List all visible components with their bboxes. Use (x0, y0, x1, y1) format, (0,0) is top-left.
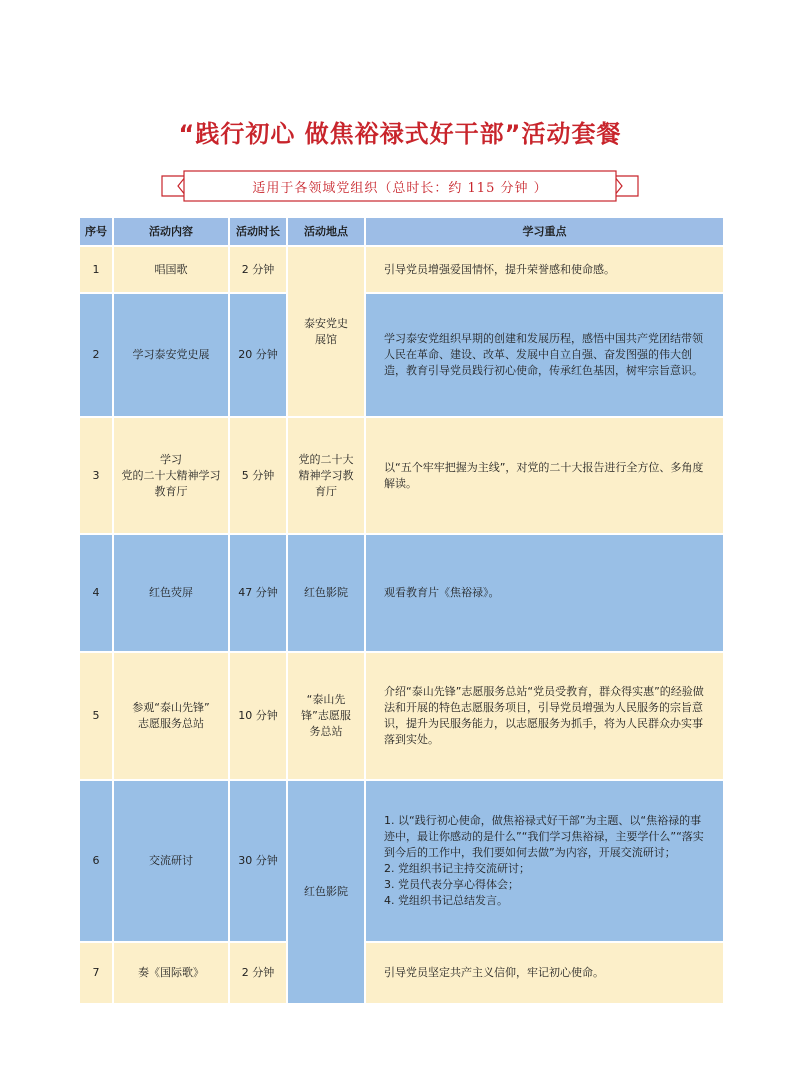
focus-item: 1. 以“践行初心使命，做焦裕禄式好干部”为主题、以“焦裕禄的事迹中，最让你感动的是什么”“我们学习焦裕禄，主要学什么”“落实到今后的工作中，我们要如何去做”为内容，开展交流研讨； (384, 814, 704, 859)
table-row (79, 652, 724, 780)
cell-no: 6 (79, 780, 113, 942)
cell-focus: 引导党员增强爱国情怀，提升荣誉感和使命感。 (365, 246, 724, 293)
header-duration: 活动时长 (229, 217, 287, 246)
cell-no: 7 (79, 942, 113, 1004)
table-row (79, 417, 724, 534)
cell-focus: 引导党员坚定共产主义信仰，牢记初心使命。 (365, 942, 724, 1004)
cell-duration: 2 分钟 (229, 246, 287, 293)
cell-no: 4 (79, 534, 113, 652)
cell-duration: 10 分钟 (229, 652, 287, 780)
page-title: “践行初心 做焦裕禄式好干部”活动套餐 (178, 120, 622, 148)
focus-item: 4. 党组织书记总结发言。 (384, 894, 508, 907)
header-location: 活动地点 (287, 217, 365, 246)
table-row (79, 293, 724, 417)
header-focus: 学习重点 (365, 217, 724, 246)
cell-duration: 2 分钟 (229, 942, 287, 1004)
table-header-row (79, 217, 724, 246)
cell-focus-list (365, 780, 724, 942)
cell-duration: 20 分钟 (229, 293, 287, 417)
activity-table (78, 216, 725, 1005)
cell-content: 奏《国际歌》 (113, 942, 229, 1004)
cell-no: 2 (79, 293, 113, 417)
cell-duration: 47 分钟 (229, 534, 287, 652)
cell-duration: 5 分钟 (229, 417, 287, 534)
cell-location: 红色影院 (287, 780, 365, 1004)
cell-content: 学习泰安党史展 (113, 293, 229, 417)
table-row (79, 246, 724, 293)
cell-location: 红色影院 (287, 534, 365, 652)
cell-duration: 30 分钟 (229, 780, 287, 942)
cell-no: 5 (79, 652, 113, 780)
cell-content: 参观“泰山先锋” 志愿服务总站 (113, 652, 229, 780)
header-content: 活动内容 (113, 217, 229, 246)
cell-no: 3 (79, 417, 113, 534)
cell-focus: 观看教育片《焦裕禄》。 (365, 534, 724, 652)
cell-content: 交流研讨 (113, 780, 229, 942)
cell-content: 红色荧屏 (113, 534, 229, 652)
cell-location: 党的二十大 精神学习教 育厅 (287, 417, 365, 534)
table-row (79, 780, 724, 942)
cell-focus: 介绍“泰山先锋”志愿服务总站“党员受教育，群众得实惠”的经验做法和开展的特色志愿服务项目，引导党员增强为人民服务的宗旨意识，提升为民服务能力，以志愿服务为抓手，将为人民群众办实事落到实处。 (365, 652, 724, 780)
cell-location: “泰山先 锋”志愿服 务总站 (287, 652, 365, 780)
header-no: 序号 (79, 217, 113, 246)
cell-location: 泰安党史 展馆 (287, 246, 365, 417)
table-row (79, 534, 724, 652)
cell-content: 学习 党的二十大精神学习教育厅 (113, 417, 229, 534)
subtitle: 适用于各领域党组织（总时长：约 115 分钟 ） (252, 181, 548, 196)
cell-no: 1 (79, 246, 113, 293)
focus-item: 3. 党员代表分享心得体会； (384, 878, 519, 891)
table-row (79, 942, 724, 1004)
cell-focus: 以“五个牢牢把握为主线”，对党的二十大报告进行全方位、多角度解读。 (365, 417, 724, 534)
cell-content: 唱国歌 (113, 246, 229, 293)
subtitle-ribbon (160, 168, 640, 204)
cell-focus: 学习泰安党组织早期的创建和发展历程，感悟中国共产党团结带领人民在革命、建设、改革、发展中自立自强、奋发图强的伟大创造，教育引导党员践行初心使命，传承红色基因，树牢宗旨意识。 (365, 293, 724, 417)
focus-item: 2. 党组织书记主持交流研讨； (384, 862, 530, 875)
